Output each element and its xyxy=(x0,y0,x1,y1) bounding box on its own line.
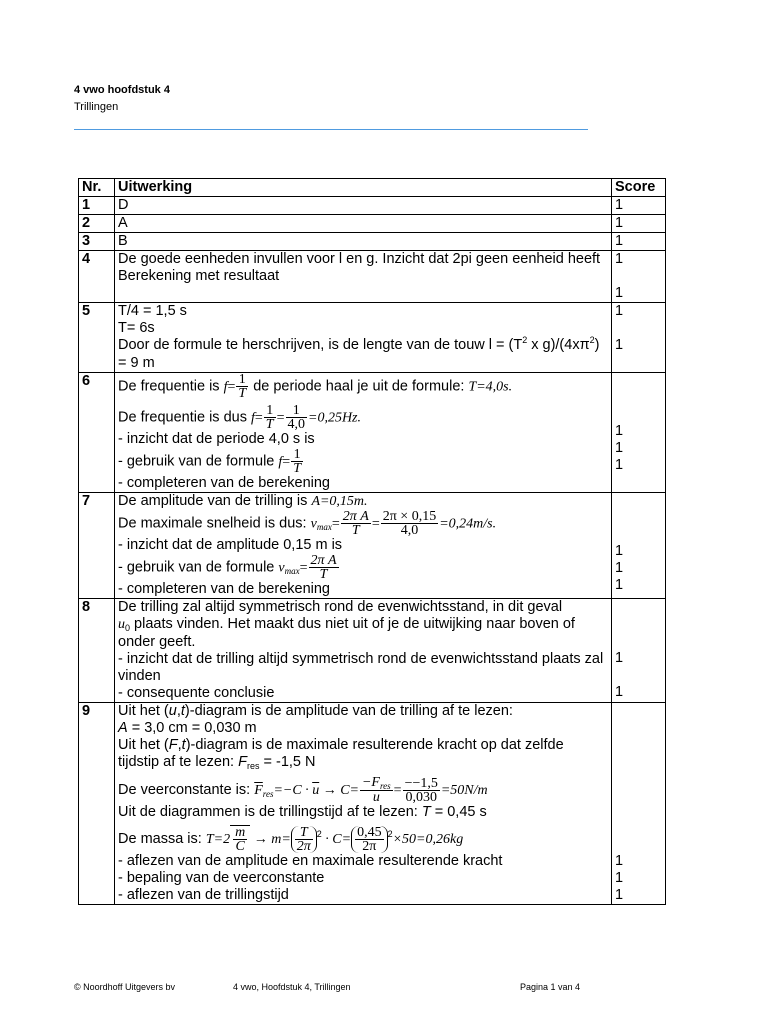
answer-line: Uit het (u,t)-diagram is de amplitude van de trilling af te lezen: xyxy=(118,703,513,719)
answer-line: De maximale snelheid is dus: $v_{max}=$ $\frac{\text{2π A}}{T}$ = $\frac{2\pi \times 0,15}{4,0}$ =0,24m/s. xyxy=(118,509,497,538)
footer-course: 4 vwo, Hoofdstuk 4, Trillingen xyxy=(233,982,351,992)
table-row xyxy=(79,215,666,233)
answer-line: Uit de diagrammen is de trillingstijd af te lezen: T = 0,45 s xyxy=(118,804,487,820)
row-answer: D xyxy=(115,197,612,215)
table-row xyxy=(79,197,666,215)
header-rule xyxy=(74,129,588,130)
row-score xyxy=(612,703,666,905)
score-value: 1 xyxy=(615,684,624,700)
score-value: 1 xyxy=(615,870,624,886)
answer-line: De amplitude van de trilling is A=0,15m. xyxy=(118,493,368,509)
row-answer xyxy=(115,493,612,599)
answer-line: De trilling zal altijd symmetrisch rond de evenwichtsstand, in dit geval xyxy=(118,599,563,615)
score-value: 1 xyxy=(615,853,624,869)
table-row xyxy=(79,373,666,493)
score-value: 1 xyxy=(615,337,624,353)
answer-line: - bepaling van de veerconstante xyxy=(118,870,325,886)
answer-line: T= 6s xyxy=(118,320,155,336)
row-score: 1 xyxy=(612,215,666,233)
score-value: 1 xyxy=(615,440,624,456)
row-answer xyxy=(115,599,612,703)
row-nr: 8 xyxy=(79,599,115,703)
table-row xyxy=(79,233,666,251)
row-score: 1 xyxy=(612,197,666,215)
answer-line: - inzicht dat de periode 4,0 s is xyxy=(118,431,315,447)
row-answer xyxy=(115,373,612,493)
row-score: 1 xyxy=(612,233,666,251)
row-score xyxy=(612,599,666,703)
col-score-header: Score xyxy=(612,179,666,197)
answer-line: De goede eenheden invullen voor l en g. Inzicht dat 2pi geen eenheid heeft xyxy=(118,251,601,267)
document-subtitle: Trillingen xyxy=(74,101,119,113)
answer-line: - aflezen van de trillingstijd xyxy=(118,887,289,903)
answer-line: Door de formule te herschrijven, is de lengte van de touw $l = (T^2$ x $g)/(4x\pi^2) = 9$ m xyxy=(118,335,600,371)
answer-line: De frequentie is dus f= $\frac{1}{T}$ = $\frac{1}{4,0}$ =0,25Hz. xyxy=(118,403,362,432)
score-value: 1 xyxy=(615,650,624,666)
table-row xyxy=(79,599,666,703)
row-score xyxy=(612,251,666,303)
answer-line: - aflezen van de amplitude en maximale resulterende kracht xyxy=(118,853,503,869)
score-value: 1 xyxy=(615,457,624,473)
answer-line: - gebruik van de formule f= $\frac{1}{T}$ xyxy=(118,447,301,476)
answer-line: T/4 = 1,5 s xyxy=(118,303,187,319)
answer-table xyxy=(78,178,666,905)
table-row xyxy=(79,251,666,303)
row-answer: B xyxy=(115,233,612,251)
score-value: 1 xyxy=(615,423,624,439)
answer-line: - gebruik van de formule $v_{max}=$ $\frac{\text{2π A}}{T}$ xyxy=(118,553,337,582)
score-value: 1 xyxy=(615,577,624,593)
table-row xyxy=(79,493,666,599)
answer-line: - inzicht dat de trilling altijd symmetrisch rond de evenwichtsstand plaats zal vinden xyxy=(118,651,604,684)
row-score xyxy=(612,373,666,493)
row-answer xyxy=(115,251,612,303)
answer-line: De massa is: T=2 $\frac{m}{C}$ → m= $\frac{T}{2\pi}$ $^2$ · C= $\frac{0,45}{2\pi}$ $^2$×50=0,26kg xyxy=(118,824,464,854)
answer-line: Uit het (F,t)-diagram is de maximale resulterende kracht op dat zelfde tijdstip af te lezen: $F_{res} = -1,5$ N xyxy=(118,737,564,771)
answer-line: Berekening met resultaat xyxy=(118,268,280,284)
score-value: 1 xyxy=(615,887,624,903)
document-title: 4 vwo hoofdstuk 4 xyxy=(74,84,170,96)
row-nr: 9 xyxy=(79,703,115,905)
answer-line: - consequente conclusie xyxy=(118,685,275,701)
answer-line: - inzicht dat de amplitude 0,15 m is xyxy=(118,537,343,553)
row-nr: 4 xyxy=(79,251,115,303)
score-value: 1 xyxy=(615,543,624,559)
score-value: 1 xyxy=(615,285,624,301)
row-score xyxy=(612,303,666,373)
answer-line: De veerconstante is: $\overline{F}_{res}=-C \cdot \overline{u} \to C=$ $\frac{-F_{res}}{u}$ = $\frac{--1,5}{0,030}$ =50N/m xyxy=(118,775,488,805)
row-nr: 3 xyxy=(79,233,115,251)
row-nr: 1 xyxy=(79,197,115,215)
row-answer: A xyxy=(115,215,612,233)
col-uitwerking-header: Uitwerking xyxy=(115,179,612,197)
row-answer xyxy=(115,703,612,905)
table-row xyxy=(79,703,666,905)
table-row xyxy=(79,303,666,373)
answer-line: A = 3,0 cm = 0,030 m xyxy=(118,720,257,736)
answer-line: De frequentie is f= $\frac{1}{T}$ de periode haal je uit de formule: T=4,0s. xyxy=(118,372,513,401)
table-header-row xyxy=(79,179,666,197)
row-nr: 7 xyxy=(79,493,115,599)
col-nr-header: Nr. xyxy=(79,179,115,197)
score-value: 1 xyxy=(615,303,624,319)
footer-page-number: Pagina 1 van 4 xyxy=(520,982,581,992)
row-nr: 6 xyxy=(79,373,115,493)
row-score xyxy=(612,493,666,599)
score-value: 1 xyxy=(615,560,624,576)
footer-copyright: © Noordhoff Uitgevers bv xyxy=(74,982,176,992)
row-answer xyxy=(115,303,612,373)
row-nr: 5 xyxy=(79,303,115,373)
answer-line: $u_0$ plaats vinden. Het maakt dus niet uit of je de uitwijking naar boven of onder geeft. xyxy=(118,616,575,650)
answer-line: - completeren van de berekening xyxy=(118,581,330,597)
row-nr: 2 xyxy=(79,215,115,233)
answer-line: - completeren van de berekening xyxy=(118,475,330,491)
score-value: 1 xyxy=(615,251,624,267)
